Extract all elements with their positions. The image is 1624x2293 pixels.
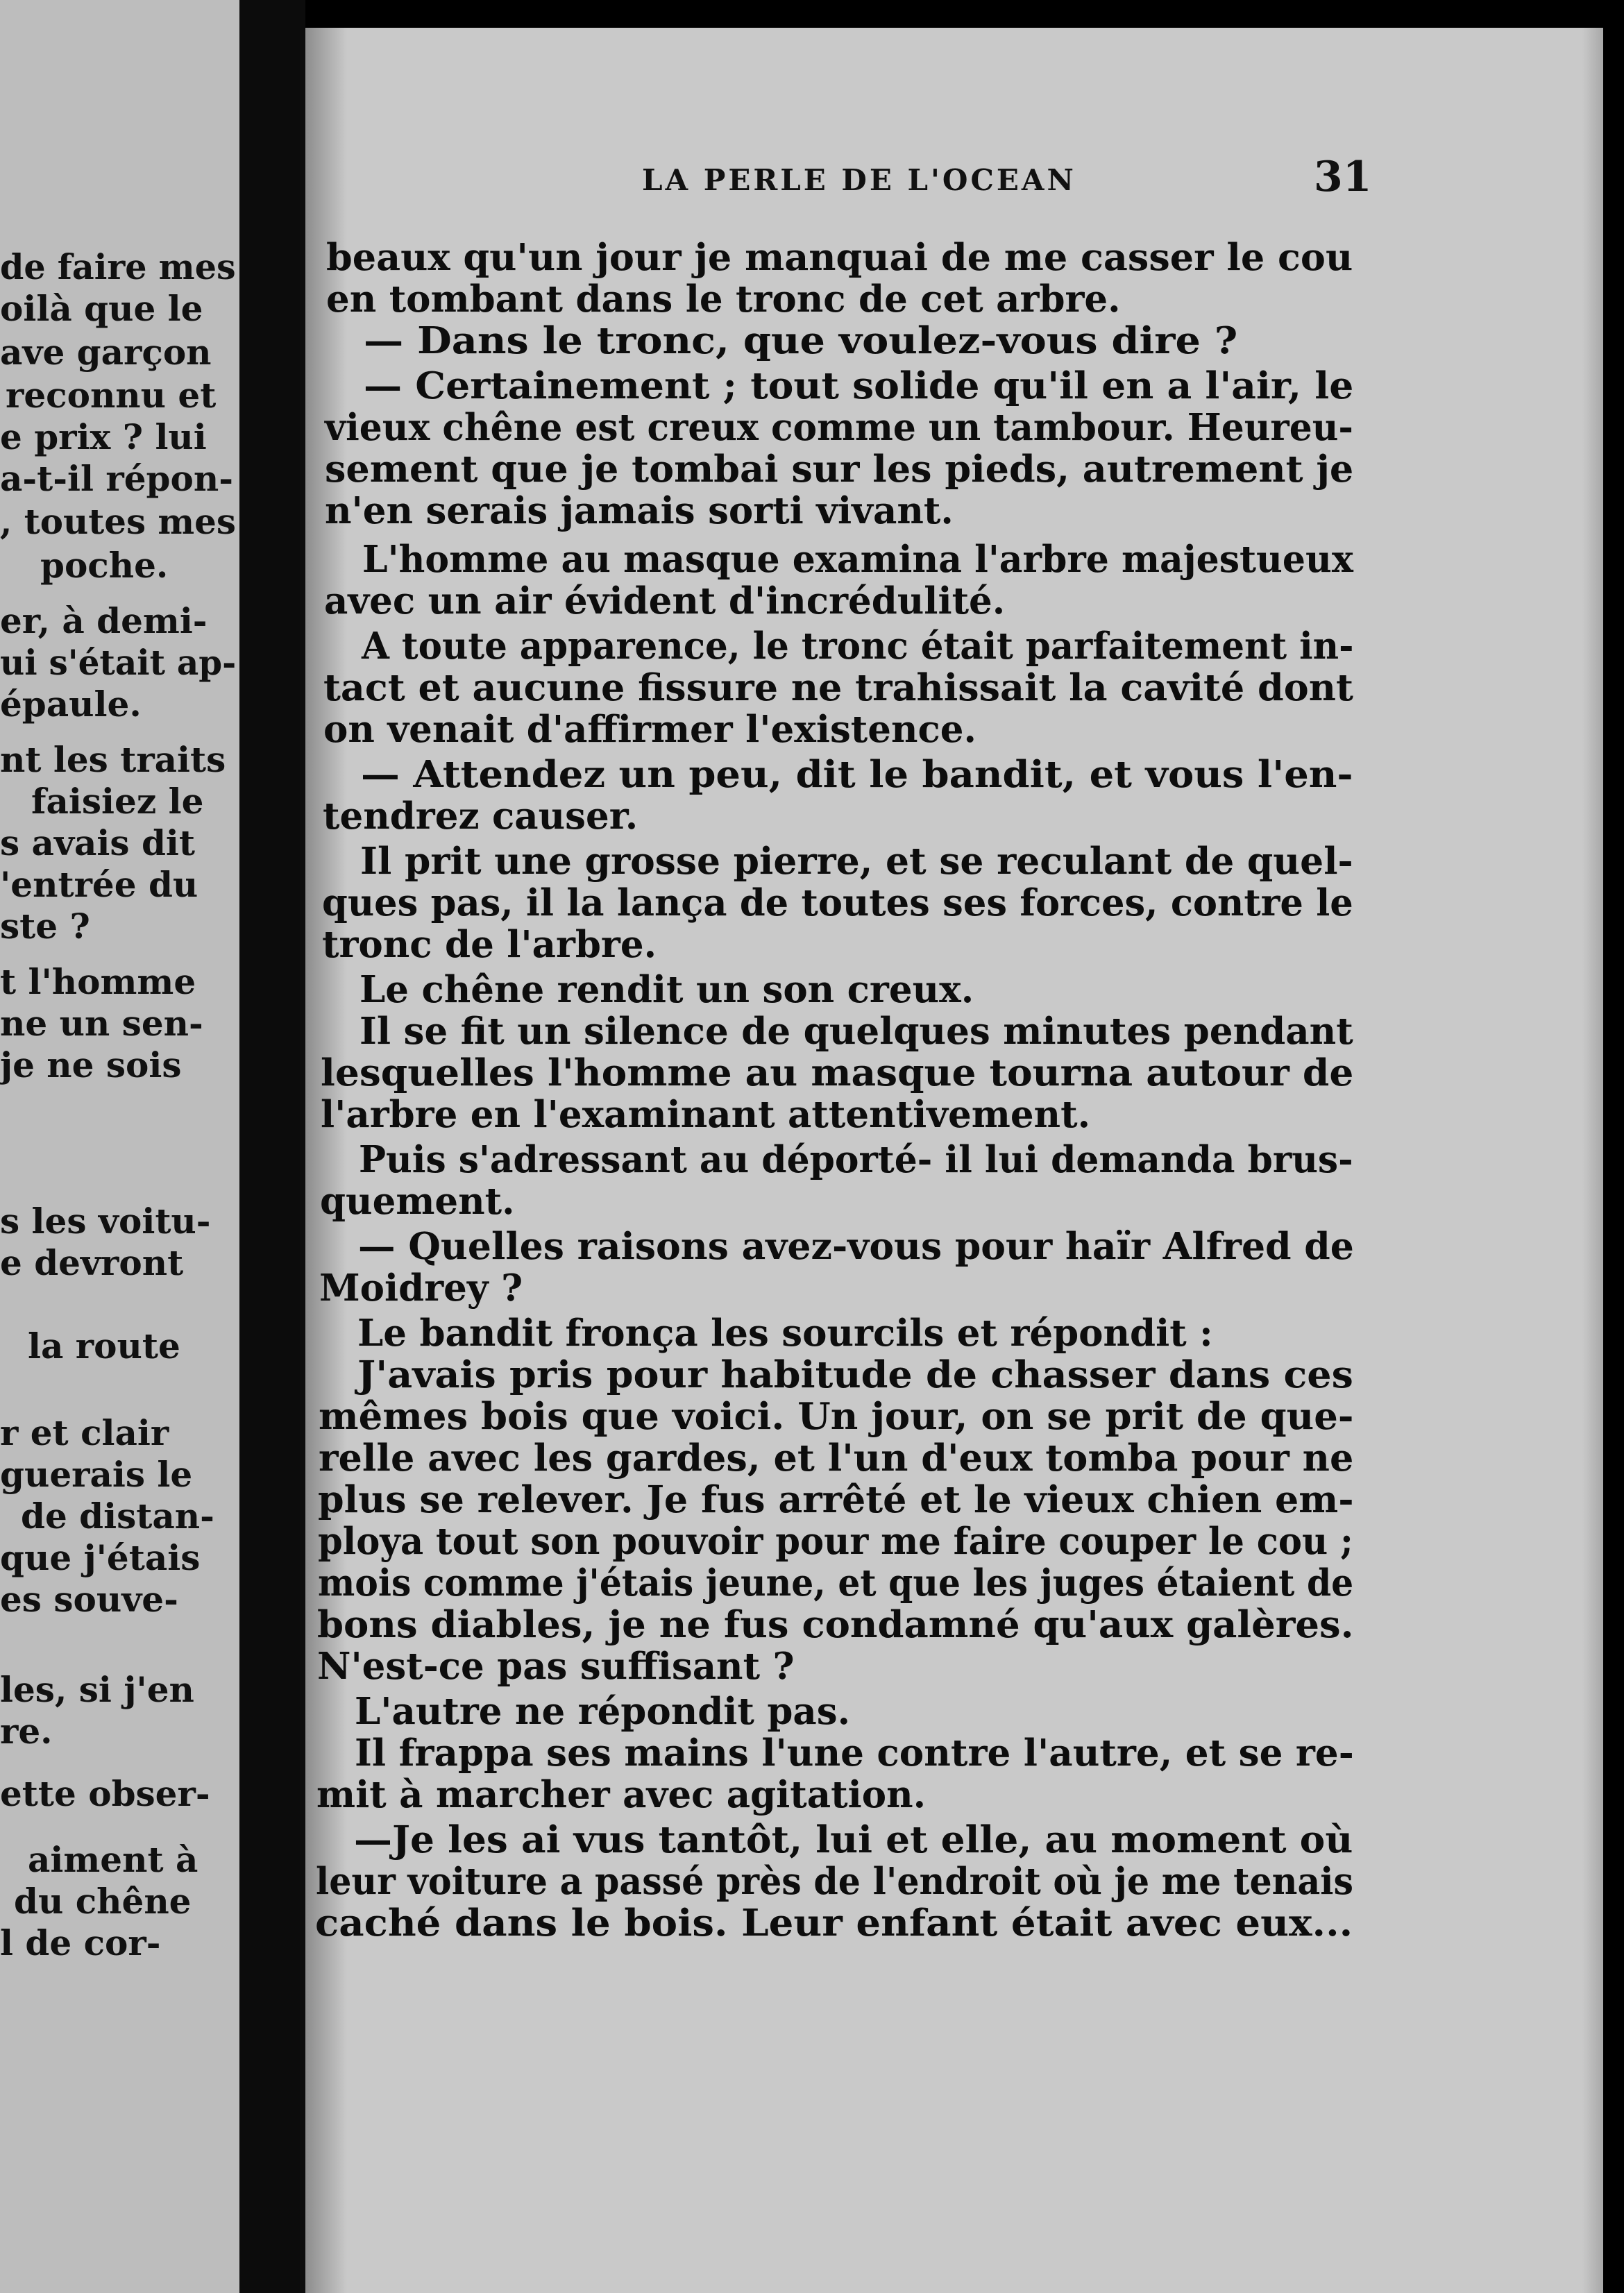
text-line: N'est-ce pas suffisant ? [317, 1645, 795, 1688]
text-line: vieux chêne est creux comme un tambour. Heureu- [325, 406, 1353, 449]
left-page-line: du chêne [14, 1881, 192, 1922]
left-page-line: je ne sois [0, 1044, 182, 1085]
text-line: J'avais pris pour habitude de chasser dans ces [357, 1353, 1353, 1396]
text-line: caché dans le bois. Leur enfant était avec eux... [315, 1902, 1353, 1945]
left-page-line: er, à demi- [0, 600, 208, 641]
text-line: leur voiture a passé près de l'endroit où je me tenais [316, 1860, 1353, 1903]
text-line: beaux qu'un jour je manquai de me casser le cou [326, 236, 1353, 279]
left-page-line: re. [0, 1711, 53, 1752]
left-page-line: que j'étais [0, 1537, 201, 1578]
text-line: mit à marcher avec agitation. [316, 1773, 927, 1816]
text-line: avec un air évident d'incrédulité. [324, 579, 1006, 623]
left-page-line: oilà que le [0, 288, 203, 329]
left-page-line: e devront [0, 1242, 184, 1283]
text-line: Puis s'adressant au déporté- il lui demanda brus- [359, 1138, 1353, 1181]
page-number: 31 [1314, 153, 1372, 201]
text-line: —Je les ai vus tantôt, lui et elle, au moment où [354, 1818, 1353, 1861]
left-page-line: aiment à [28, 1839, 198, 1880]
text-line: lesquelles l'homme au masque tourna autour de [321, 1051, 1354, 1094]
left-page-line: ste ? [0, 906, 90, 947]
left-page-line: épaule. [0, 684, 142, 725]
left-page-line: reconnu et [6, 375, 217, 416]
left-page-line: es souve- [0, 1579, 178, 1620]
left-page-line: e prix ? lui [0, 416, 207, 457]
text-line: relle avec les gardes, et l'un d'eux tomba pour ne [319, 1437, 1354, 1480]
left-page-text [0, 0, 239, 2293]
text-line: Il prit une grosse pierre, et se reculant de quel- [360, 840, 1353, 883]
left-page-line: faisiez le [31, 781, 204, 822]
left-facing-page [0, 0, 239, 2293]
left-page-line: nt les traits [0, 739, 226, 780]
left-page-line: r et clair [0, 1412, 169, 1453]
page-shadow [305, 28, 347, 2293]
text-line: Le chêne rendit un son creux. [360, 968, 974, 1011]
left-page-line: de distan- [21, 1496, 214, 1537]
text-line: — Attendez un peu, dit le bandit, et vous l'en- [361, 753, 1353, 796]
text-line: quement. [320, 1180, 515, 1223]
left-page-line: 'entrée du [0, 864, 198, 905]
text-line: tronc de l'arbre. [322, 923, 657, 966]
left-page-line: t l'homme [0, 961, 196, 1002]
left-page-line: les, si j'en [0, 1669, 194, 1710]
text-line: sement que je tombai sur les pieds, autrement je [325, 448, 1354, 491]
text-line: ques pas, il la lança de toutes ses forces, contre le [322, 881, 1353, 924]
running-head: LA PERLE DE L'OCEAN [642, 163, 1076, 197]
left-page-line: de faire mes [0, 246, 236, 287]
text-line: L'homme au masque examina l'arbre majestueux [362, 538, 1353, 581]
text-line: — Dans le tronc, que voulez-vous dire ? [364, 319, 1238, 362]
left-page-line: ave garçon [0, 332, 212, 373]
left-page-line: poche. [40, 545, 169, 586]
text-line: bons diables, je ne fus condamné qu'aux galères. [317, 1603, 1354, 1646]
left-page-line: l de cor- [0, 1922, 161, 1963]
left-page-line: la route [28, 1326, 180, 1367]
text-line: Il frappa ses mains l'une contre l'autre, et se re- [355, 1732, 1354, 1775]
text-line: mêmes bois que voici. Un jour, on se prit de que- [319, 1395, 1354, 1438]
left-page-line: , toutes mes [0, 501, 236, 542]
text-line: Moidrey ? [319, 1267, 523, 1310]
text-line: tendrez causer. [323, 795, 638, 838]
left-page-line: ui s'était ap- [0, 642, 237, 683]
book-gutter [239, 0, 305, 2293]
text-line: Le bandit fronça les sourcils et répondit : [357, 1312, 1213, 1355]
text-line: mois comme j'étais jeune, et que les juges étaient de [318, 1562, 1354, 1605]
text-line: — Quelles raisons avez-vous pour haïr Alfred de [358, 1225, 1354, 1268]
left-page-line: guerais le [0, 1454, 193, 1495]
text-line: n'en serais jamais sorti vivant. [325, 489, 954, 532]
text-line: l'arbre en l'examinant attentivement. [321, 1093, 1091, 1136]
text-line: ploya tout son pouvoir pour me faire couper le cou ; [318, 1520, 1353, 1563]
left-page-line: ne un sen- [0, 1003, 203, 1044]
page-edge [1582, 28, 1603, 2293]
text-line: Il se fit un silence de quelques minutes pendant [360, 1010, 1353, 1053]
text-line: en tombant dans le tronc de cet arbre. [326, 278, 1121, 321]
left-page-line: s avais dit [0, 822, 196, 863]
text-line: plus se relever. Je fus arrêté et le vieux chien em- [318, 1478, 1354, 1521]
text-line: — Certainement ; tout solide qu'il en a l'air, le [364, 364, 1354, 407]
main-page [305, 28, 1603, 2293]
left-page-line: ette obser- [0, 1773, 210, 1814]
text-line: on venait d'affirmer l'existence. [323, 708, 976, 751]
left-page-line: s les voitu- [0, 1201, 211, 1242]
text-line: L'autre ne répondit pas. [355, 1690, 851, 1733]
text-line: tact et aucune fissure ne trahissait la cavité dont [323, 666, 1353, 709]
left-page-line: a-t-il répon- [0, 458, 233, 499]
text-line: A toute apparence, le tronc était parfaitement in- [362, 625, 1354, 668]
